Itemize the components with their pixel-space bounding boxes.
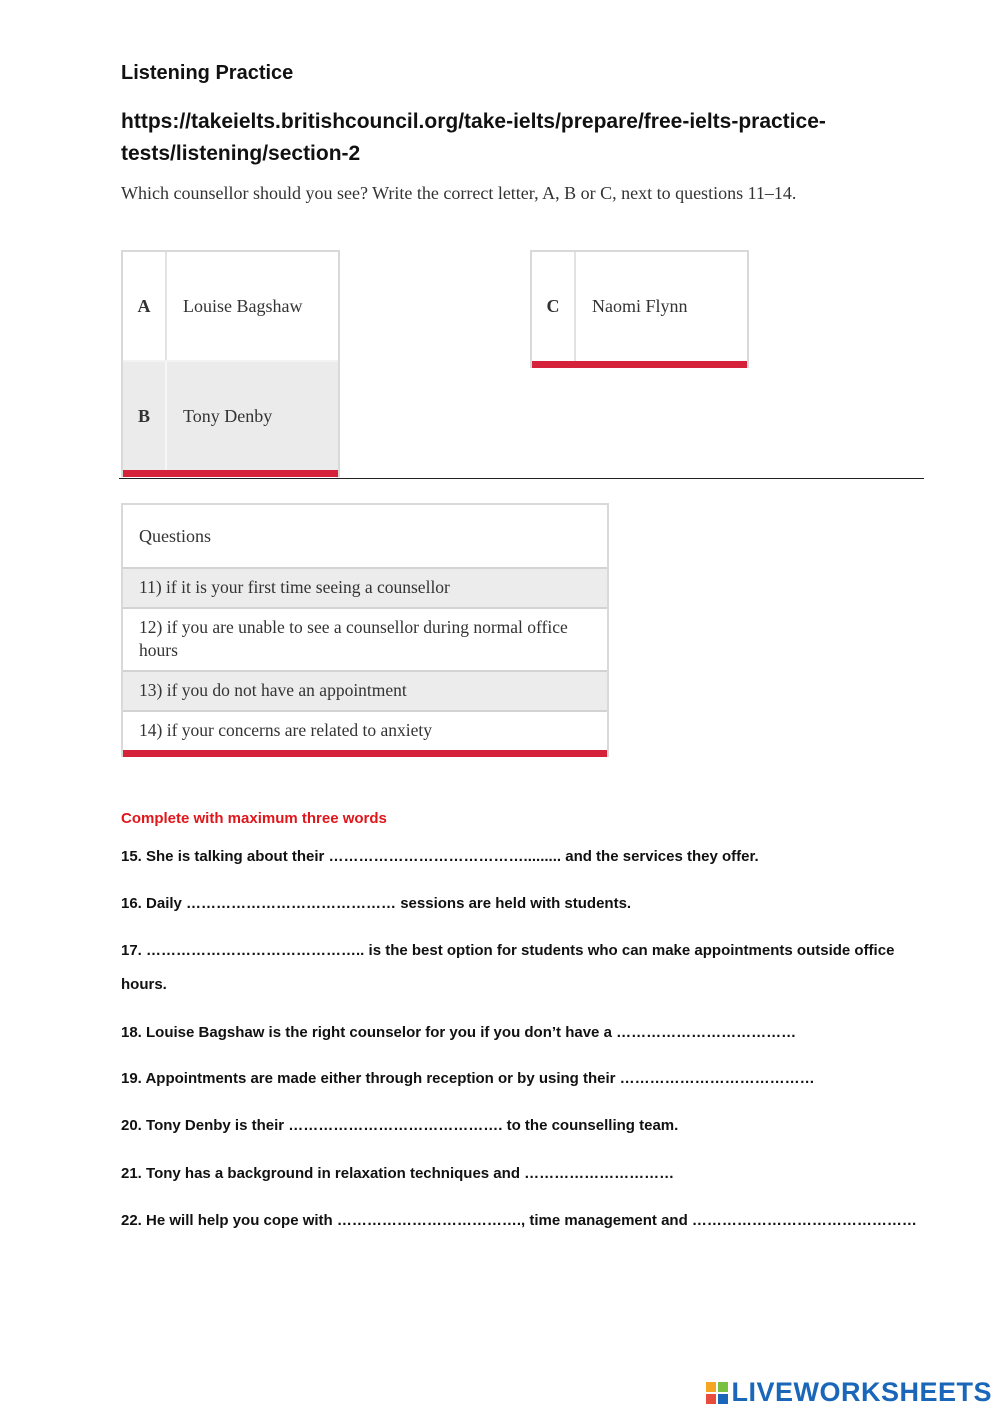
logo-square-icon	[718, 1394, 728, 1404]
counsellor-letter: A	[123, 252, 167, 360]
counsellor-row-c	[532, 252, 747, 361]
liveworksheets-logo[interactable]	[706, 1377, 992, 1408]
counsellor-row-b	[123, 362, 338, 470]
question-row: 11) if it is your first time seeing a counsellor	[123, 567, 607, 607]
completion-item-19: 19. Appointments are made either through reception or by using their …………………………………	[121, 1070, 815, 1087]
logo-square-icon	[706, 1382, 716, 1392]
red-accent-bar	[123, 470, 338, 477]
logo-square-icon	[706, 1394, 716, 1404]
completion-item-17: 17. …………………………………….. is the best option for students who can make appointments outside office hours.	[121, 942, 895, 993]
questions-header: Questions	[139, 525, 211, 546]
counsellor-letter: C	[532, 252, 576, 361]
logo-square-icon	[718, 1382, 728, 1392]
logo-text: LIVEWORKSHEETS	[731, 1377, 992, 1407]
counsellor-letter: B	[123, 362, 167, 470]
counsellor-box-ab	[121, 250, 340, 477]
completion-item-18: 18. Louise Bagshaw is the right counselor for you if you don’t have a ………………………………	[121, 1024, 797, 1041]
question-row: 12) if you are unable to see a counsellor during normal office hours	[123, 607, 607, 670]
questions-table	[121, 503, 609, 757]
completion-item-15: 15. She is talking about their …………………………………......... and the services they offer.	[121, 848, 759, 865]
counsellor-name: Tony Denby	[183, 405, 273, 426]
question-row: 13) if you do not have an appointment	[123, 670, 607, 710]
logo-icon	[706, 1382, 728, 1404]
counsellor-name: Louise Bagshaw	[183, 295, 303, 316]
completion-item-21: 21. Tony has a background in relaxation techniques and …………………………	[121, 1165, 675, 1182]
completion-item-20: 20. Tony Denby is their ……………………………………. to the counselling team.	[121, 1117, 679, 1134]
counsellor-name: Naomi Flynn	[592, 296, 688, 316]
page-heading: Listening Practice	[121, 62, 294, 84]
divider-line	[119, 478, 924, 479]
red-accent-bar	[532, 361, 747, 368]
counsellor-box-c	[530, 250, 749, 368]
red-accent-bar	[123, 750, 607, 757]
completion-title: Complete with maximum three words	[121, 810, 387, 827]
completion-item-22: 22. He will help you cope with ………………………………., time management and ………………………………………	[121, 1212, 917, 1229]
counsellor-row-a	[123, 252, 338, 360]
question-row: 14) if your concerns are related to anxiety	[123, 710, 607, 750]
completion-item-16: 16. Daily …………………………………… sessions are held with students.	[121, 895, 632, 912]
source-url: https://takeielts.britishcouncil.org/take-ielts/prepare/free-ielts-practice-tests/listening/section-2	[121, 110, 826, 165]
instruction-text: Which counsellor should you see? Write the correct letter, A, B or C, next to questions 11–14.	[121, 183, 797, 203]
